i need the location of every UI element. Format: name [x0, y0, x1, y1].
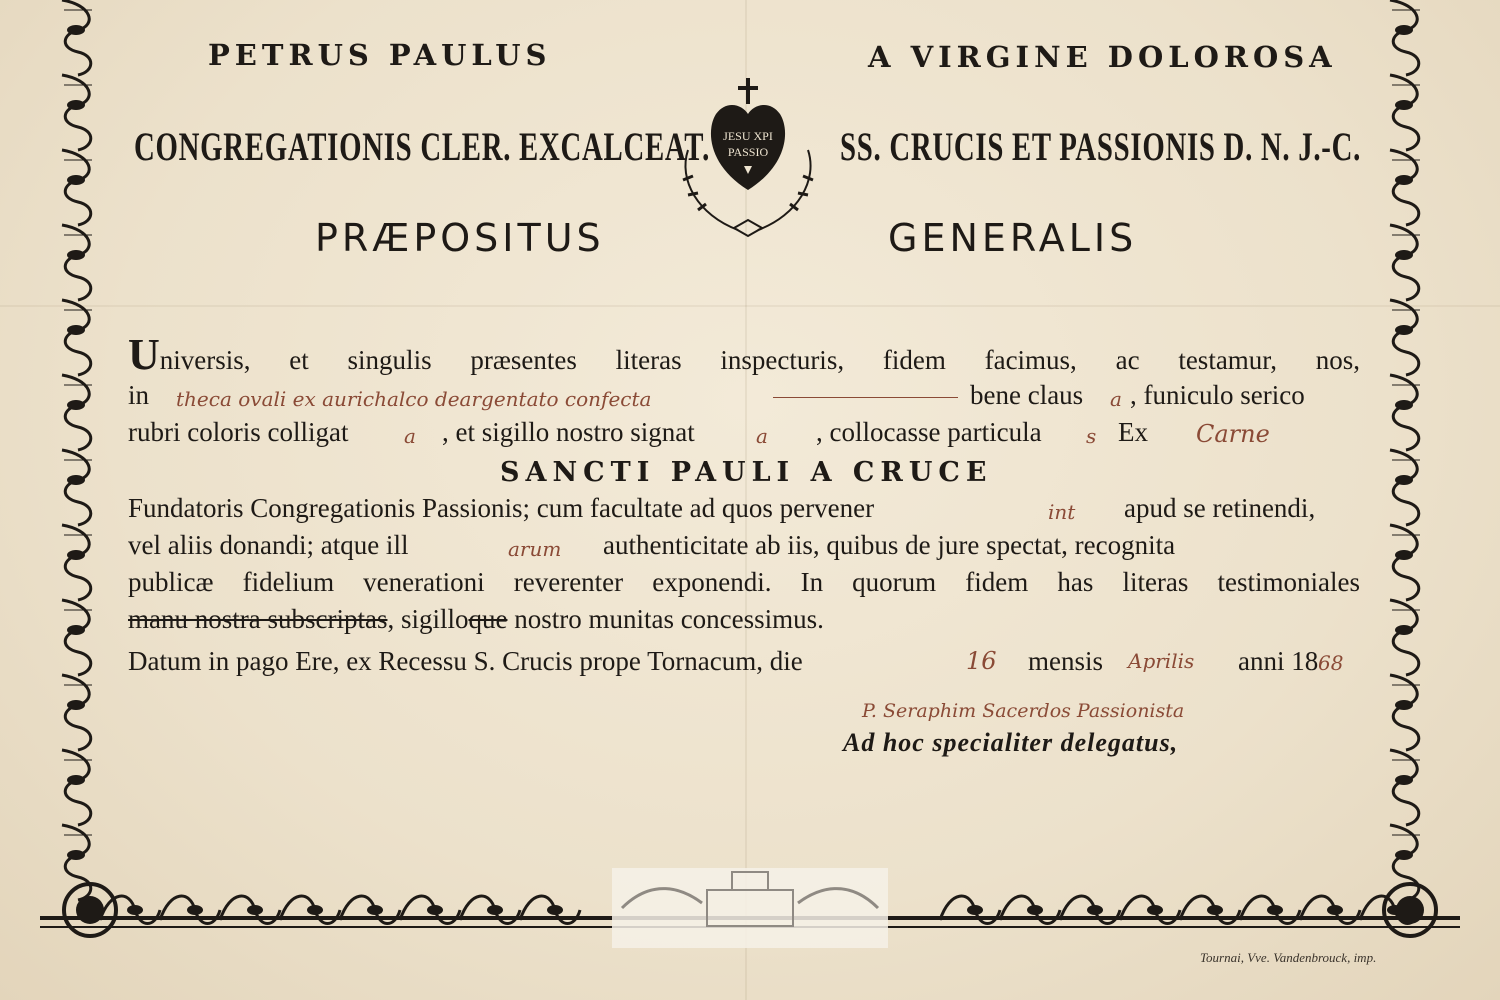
body-line-3	[128, 414, 1360, 451]
saint-name: SANCTI PAULI A CRUCE	[500, 457, 993, 488]
body-text: bene claus	[970, 380, 1084, 410]
body-text: in	[128, 380, 150, 410]
body-line-7: publicæ fidelium venerationi reverenter exponendi. In quorum fidem has literas testimoniales	[128, 567, 1360, 597]
handwritten-entry: a	[1110, 387, 1122, 411]
handwritten-entry: Carne	[1196, 420, 1270, 448]
handwritten-month: Aprilis	[1128, 649, 1195, 673]
date-line	[128, 643, 1360, 680]
handwritten-entry: arum	[508, 537, 562, 561]
dropcap: U	[128, 330, 160, 379]
header-left-office: PRÆPOSITUS	[315, 216, 605, 260]
emblem-text-line2: PASSIO	[727, 145, 769, 159]
paper-fold-horizontal	[0, 305, 1500, 307]
body-line-5	[128, 490, 1360, 527]
header-right-order: SS. CRUCIS ET PASSIONIS D. N. J.-C.	[840, 124, 1362, 169]
handwritten-entry: theca ovali ex aurichalco deargentato confecta	[176, 387, 652, 411]
handwritten-day: 16	[966, 647, 997, 675]
body-text: , et sigillo nostro signat	[442, 417, 695, 447]
body-text: apud se retinendi,	[1124, 493, 1316, 523]
body-text: rubri coloris colligat	[128, 417, 349, 447]
watermark-stamp	[612, 868, 888, 948]
body-line-6	[128, 527, 1360, 564]
handwritten-entry: a	[404, 424, 416, 448]
body-text: vel aliis donandi; atque ill	[128, 530, 409, 560]
body-text: anni 18	[1238, 646, 1319, 676]
body-text: Ex	[1118, 417, 1148, 447]
certificate-body	[128, 330, 1360, 700]
struck-text: que	[468, 604, 508, 634]
body-text: authenticitate ab iis, quibus de jure spectat, recognita	[603, 530, 1176, 560]
header-right-title: A VIRGINE DOLOROSA	[868, 40, 1337, 74]
handwritten-signature: P. Seraphim Sacerdos Passionista	[862, 700, 1185, 722]
body-line-8	[128, 601, 1360, 638]
body-text: nostro munitas concessimus.	[514, 604, 824, 634]
delegate-line: Ad hoc specialiter delegatus,	[843, 728, 1179, 757]
emblem-text-line1: JESU XPI	[723, 129, 773, 143]
ornamental-border-right	[1380, 0, 1432, 905]
body-line-1	[128, 330, 1360, 379]
header-left-order: CONGREGATIONIS CLER. EXCALCEAT.	[134, 124, 711, 169]
heart-emblem-icon	[668, 70, 828, 240]
body-text: mensis	[1028, 646, 1104, 676]
header-right-office: GENERALIS	[888, 216, 1138, 260]
body-text: , funiculo serico	[1130, 380, 1305, 410]
body-text: , sigillo	[387, 604, 469, 634]
body-line-1-text: niversis, et singulis præsentes literas inspecturis, fidem facimus, ac testamur, nos,	[159, 345, 1360, 375]
header-left-title: PETRUS PAULUS	[208, 38, 552, 72]
body-text: , collocasse particula	[816, 417, 1042, 447]
ornamental-border-left	[52, 0, 104, 905]
struck-text: manu nostra subscriptas	[128, 604, 388, 634]
handwritten-year: 68	[1318, 651, 1344, 675]
handwritten-entry: a	[756, 424, 768, 448]
body-text: Datum in pago Ere, ex Recessu S. Crucis prope Tornacum, die	[128, 646, 803, 676]
handwritten-underline	[773, 397, 958, 398]
passionist-heart-emblem	[668, 70, 828, 240]
printer-imprint: Tournai, Vve. Vandenbrouck, imp.	[1200, 950, 1377, 965]
body-line-2	[128, 377, 1360, 414]
handwritten-entry: s	[1086, 424, 1097, 448]
handwritten-entry: int	[1048, 500, 1076, 524]
body-text: Fundatoris Congregationis Passionis; cum facultate ad quos pervener	[128, 493, 875, 523]
